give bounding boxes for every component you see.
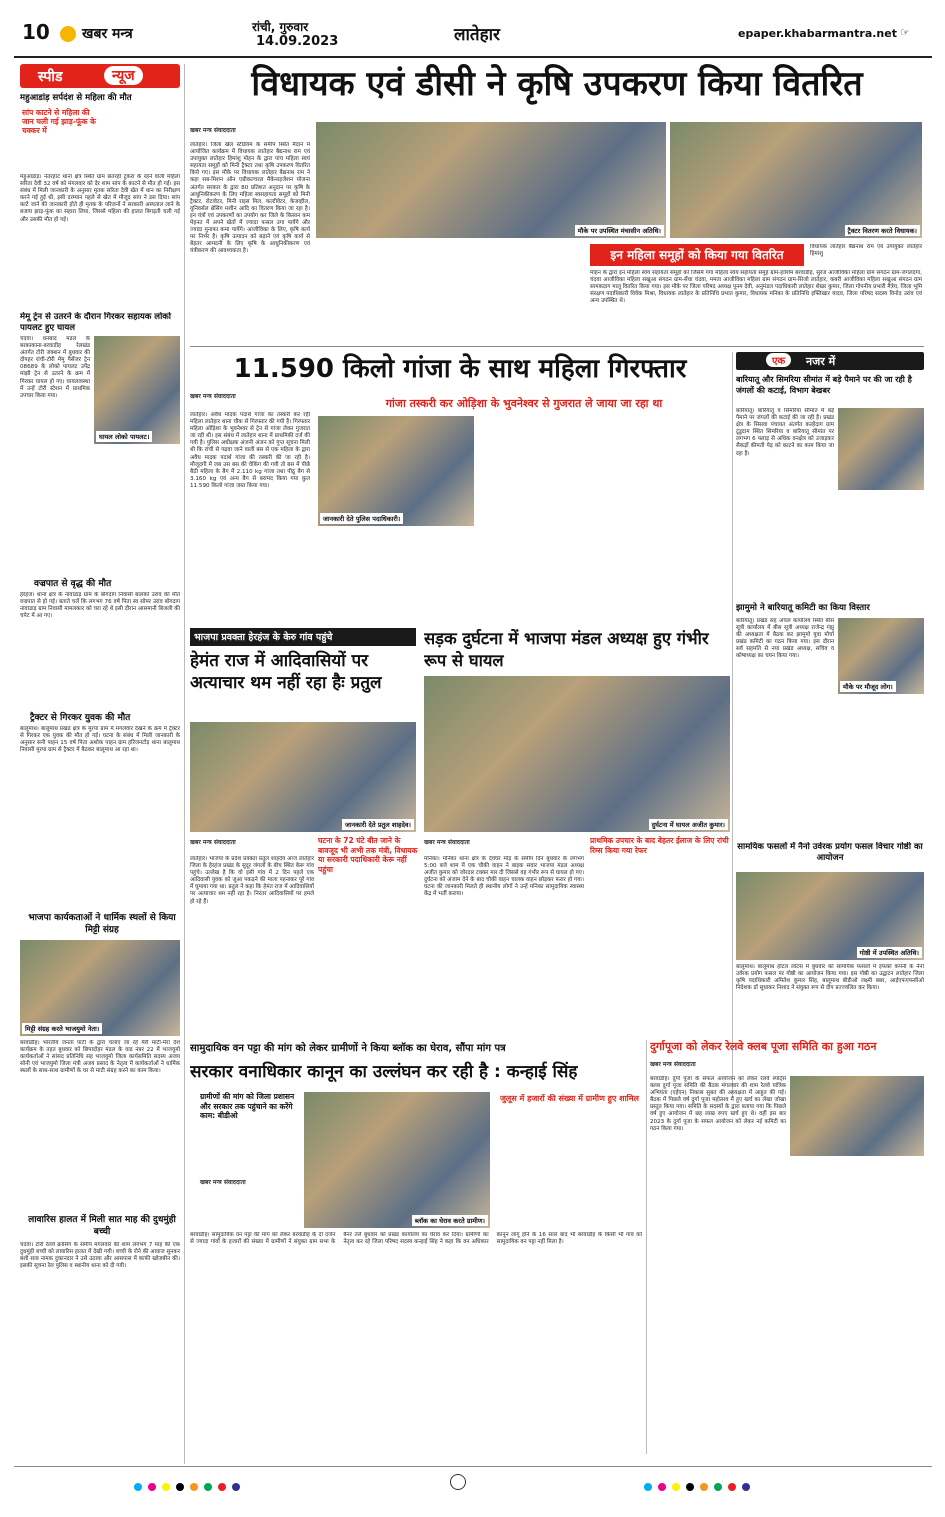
lead-headline: विधायक एवं डीसी ने कृषि उपकरण किया वितरित	[251, 64, 863, 104]
speed-headline-6: लावारिस हालत में मिली सात माह की दुधमुंही बच्ची	[28, 1215, 176, 1237]
speed-photo-2	[94, 336, 180, 444]
lead-byline: खबर मन्त्र संवाददाता	[190, 127, 236, 134]
color-swatch-icon	[218, 1483, 226, 1491]
nazar-photo-1	[838, 408, 924, 490]
lead-photo-right-caption: ट्रैक्टर वितरण करते विधायक।	[845, 225, 920, 236]
header-rule	[14, 56, 932, 58]
color-swatch-icon	[742, 1483, 750, 1491]
color-swatch-icon	[204, 1483, 212, 1491]
accident-pullquote: प्राथमिक उपचार के बाद बेहतर ईलाज के लिए रांची रिम्स किया गया रेफर	[590, 836, 729, 855]
nazar-tag	[736, 352, 924, 370]
speed-headline-3: वज्रपात से वृद्ध की मौत	[34, 579, 112, 589]
nazar-headline-2: झामुमो ने बारियातू कमिटी का किया विस्तार	[736, 603, 870, 613]
section-title: लातेहार	[454, 25, 501, 45]
color-swatch-icon	[162, 1483, 170, 1491]
speed-photo-2-caption: घायल लोको पायलट।	[96, 431, 152, 442]
accident-byline: खबर मन्त्र संवाददाता	[424, 839, 470, 846]
ganja-photo	[318, 416, 474, 526]
color-swatch-icon	[686, 1483, 694, 1491]
nazar-tag-a: एक	[766, 353, 791, 367]
vanpatta-side-a: ग्रामीणों की मांग को जिला प्रशासन और सरकार तक पहुंचाने का करेंगे काम: बीडीओ	[200, 1092, 295, 1120]
speed-body-4: बालूमाथ। बालूमाथ प्रखंड क्षेत्र के मुरपा ग्राम में मंगलवार देखने के क्रम में ट्रैक्टर से गिरकर एक युवक की मौत हो गई। घटना के संबंध में मिली जानकारी के अनुसार सनी पाहन 15 वर्ष पिता अशोक पाहन ग्राम हरिजनटोड़ थाना बालूमाथ निवासी मुरपा ग्राम से ट्रैक्टर में बैठकर बालूमाथ आ रहा था।	[20, 726, 180, 754]
column-divider	[184, 64, 185, 1464]
speed-pullquote-1: सांप काटने से महिला की जान चली गई झाड़-फूंक के चक्कर में	[22, 108, 96, 135]
vanpatta-banner: सामुदायिक वन पट्टा की मांग को लेकर ग्रामीणों ने किया ब्लॉक का घेराव, सौंपा मांग पत्र	[190, 1043, 506, 1054]
website-url[interactable]: epaper.khabarmantra.net	[738, 27, 897, 40]
bjp-headline: हेमंत राज में आदिवासियों पर अत्याचार थम नहीं रहा हैः प्रतुल	[190, 651, 382, 693]
cursor-hand-icon: ☞	[900, 26, 910, 39]
nazar-body-2b	[736, 698, 924, 836]
color-swatch-icon	[644, 1483, 652, 1491]
vanpatta-photo	[304, 1092, 490, 1228]
nazar-photo-3	[736, 872, 924, 960]
speed-body-2: चंदवा। धनबाद मंडल के बरकाकाना-बरवाडीह रेलखंड अंतर्गत टोरी जंक्शन में बुधवार की दोपहर रांची-टोरी मेमू पैसेंजर ट्रेन 08689 के लोको पायलट उपेंद्र मांझी ट्रेन से उतरने के क्रम में गिरकर घायल हो गए। घायलावस्था में उन्हें टोरी स्टेशन में प्राथमिक उपचार किया गया।	[20, 336, 90, 399]
lead-rule	[190, 346, 924, 347]
lead-side-note: विधायक लातेहार बैद्यनाथ राम एवं उपायुक्त लातेहार हिमांशु	[810, 244, 922, 258]
ganja-body-2	[478, 416, 730, 526]
color-bar-left	[134, 1476, 246, 1495]
bjp-body-2	[318, 904, 418, 1036]
lead-subbox	[590, 244, 922, 344]
color-swatch-icon	[700, 1483, 708, 1491]
nazar-body-1b	[736, 492, 924, 596]
nazar-body-3: बालूमाथ। बालूमाथ होटल लोटस में बुधवार को सामयिक फसलों में इफको कंपनी के नैनो उर्वरक प्रयोग फसल पर गोष्ठी का आयोजन किया गया। इस गोष्ठी का उद्घाटन लातेहार जिला कृषि पदाधिकारी अमितेश कुमार सिंह, बालूमाथ बीडीओ लक्ष्मी बबर, आईएफएफसीओ निदेशक डॉ सुधाकर निशाद ने संयुक्त रूप से दीप प्रज्ज्वलित कर किया।	[736, 964, 924, 992]
brand-name: खबर मन्त्र	[82, 26, 133, 42]
color-swatch-icon	[672, 1483, 680, 1491]
ganja-body: लातेहार। अवैध मादक पदार्थ गांजा का तस्करी कर रही महिला लातेहार थाना चौक से गिरफ्तार की गयी है। गिरफ्तार महिला ओड़िशा के भुवनेश्वर से ट्रेन से गांजा लेकर गुजरात जा रही थी। इस संबंध में लातेहार थाना में प्राथमिकी दर्ज की गयी है। पुलिस अधीक्षक अंजनी अंजन को गुप्त सूचना मिली थी कि रांची से गढ़वा जाने वाली बस से एक महिला के द्वारा अवैध मादक पदार्थ गांजा की तस्करी की जा रही है। मौजूदगी में जब उस बस की चेकिंग की गयी तो बस में पीछे बैठी महिला के बैग में 2.110 kg गांजा तथा पीठू बैग से 3.160 kg एवं अन्य बैग से बरामद किया गया कुल 11.590 किलो गांजा जब्त किया गया।	[190, 412, 310, 489]
bjp-body: लातेहार। भाजपा के प्रदेश प्रवक्ता प्रतुल शाहदेव आज लातेहार जिला के हेरहंज प्रखंड के सुदूर जंगलों के बीच स्थित केरू गांव पहुंचे। उल्लेख है कि वो इसी गांव में 2 दिन पहले एक आदिवासी युवक को जुआ पकड़ने की माला पहनाकर पूरे गांव में घुमाया गया था। प्रतुल ने कहा कि हेमंत राज में आदिवासियों पर अत्याचार थम नहीं रहा है। निरंतर आदिवासियों पर हमले हो रहे हैं।	[190, 856, 314, 905]
vanpatta-side-b: जुलूस में हजारों की संख्या में ग्रामीण हुए शामिल	[500, 1094, 639, 1103]
speed-body-6: चंदवा। टोरी रेलवे क्रासिंग के समीप मंगलवार की शाम लगभग 7 माह की एक दुधमुंही बच्ची को लावारिस हालत में देखी गयी। बच्ची के रोने की आवाज सुनकर बंशी साव नामक दुकानदार ने उसे उठाया और आसपास में काफी खोजबीन की। इसकी सूचना रेल पुलिस व स्थानीय थाना को दी गयी।	[20, 1242, 180, 1270]
lead-photo-left	[316, 122, 666, 238]
durgapuja-byline: खबर मन्त्र संवाददाता	[650, 1061, 696, 1068]
accident-photo	[424, 676, 730, 832]
accident-body: मनिका। मनिका थाना क्षेत्र के देवघर मोड़ के समीप दिन बुधवार के लगभग 5:00 बजे शाम में एक चौकी वाहन ने बाइक सवार भाजपा मंडल अध्यक्ष अजीत कुमार को जोरदार टक्कर मार दी जिससे वह गंभीर रूप से घायल हो गए। दुर्घटना को अंजाम देने के बाद चौकी वाहन चालक वाहन छोड़कर फरार हो गया। घटना की जानकारी मिलते ही स्थानीय लोगों ने उन्हें मनिका सामुदायिक स्वास्थ्य केंद्र में भर्ती कराया।	[424, 856, 584, 898]
speed-news-tag	[20, 64, 180, 88]
speed-body-3: हेरहंज। थाना क्षेत्र के नावाडाड़ ग्राम के बोगदाग निवासी बालको उरांव की मौत वज्रपात से हो गई। बताते चलें कि लगभग 76 वर्ष पिता स्व सोमर उरांव बोगदाग नावाडाड़ ग्राम निवासी मामलकार को चरा रहे थे इसी दौरान आसमानी बिजली की चपेट में आ गए।	[20, 592, 180, 620]
vanpatta-photo-caption: ब्लॉक का घेराव करते ग्रामीण।	[412, 1215, 488, 1226]
ganja-byline: खबर मन्त्र संवाददाता	[190, 393, 236, 400]
accident-body-2	[590, 874, 730, 1036]
color-swatch-icon	[658, 1483, 666, 1491]
ganja-photo-caption: जानकारी देते पुलिस पदाधिकारी।	[320, 513, 403, 524]
color-swatch-icon	[232, 1483, 240, 1491]
news-tag-label: न्यूज	[104, 66, 143, 85]
page-number: 10	[22, 20, 50, 44]
lead-subbox-headline: इन महिला समूहों को किया गया वितरित	[590, 244, 804, 266]
speed-body-5: बरवाडीह। भारतीय जनता पार्टी के द्वारा चलाए जा रहे मेरी माटी-मेरा देश कार्यक्रम के तहत बुधवार को छिपादोहर मंडल के वाड नंबर 22 में भाजयुमो कार्यकर्ताओं ने सांसद प्रतिनिधि सह भाजयुमो जिला कार्यसमिति सदस्य अजय सोनी एवं भाजयुमो जिला मंत्री अजय प्रसाद के नेतृत्व में कार्यकर्ताओं ने धार्मिक स्थलों के साथ-साथ ग्रामीणों के घर से माटी संग्रह करने का काम किया।	[20, 1040, 180, 1075]
vanpatta-byline: खबर मन्त्र संवाददाता	[200, 1179, 246, 1186]
header-city-day: रांची, गुरुवार	[252, 20, 309, 34]
ganja-body-3	[318, 530, 730, 622]
footer	[14, 1466, 932, 1506]
nazar-body-1: बारियातू। बारियातू व सिमरिया सीमांत में बड़े पैमाने पर जंगलों की कटाई की जा रही है। प्रखंड क्षेत्र के सिसवा पंचायत अंतर्गत कल्हेदाग ग्राम टूंडुदाम स्थित सिमरिया व बारियातू सीमांत पर लगभग 6 फ्लाड़ से अधिक वनक्षेत्र को उजाड़कर सैकड़ों कीमती पेड़ को काटने का काम किया जा रहा है।	[736, 408, 834, 457]
nazar-photo-2-caption: मौके पर मौजूद लोग।	[840, 681, 896, 692]
header-date: 14.09.2023	[256, 34, 339, 49]
ganja-subhead: गांजा तस्करी कर ओड़िशा के भुवनेश्वर से गुजरात ले जाया जा रहा था	[385, 397, 663, 410]
ganja-headline: 11.590 किलो गांजा के साथ महिला गिरफ्तार	[233, 354, 687, 384]
speed-headline-2: मेमू ट्रेन से उतरने के दौरान गिरकर सहायक लोको पायलट हुए घायल	[20, 312, 172, 333]
speed-photo-5	[20, 940, 180, 1036]
speed-body-2b	[20, 448, 180, 542]
durgapuja-divider	[646, 1040, 647, 1454]
speed-tag-label: स्पीड	[38, 69, 63, 85]
nazar-photo-3-caption: गोष्ठी में उपस्थित अतिथि।	[857, 947, 922, 958]
vanpatta-body: बरवाडीह। सामुदायिक वन पट्टा की मांग को लेकर बरवाडीह के दो दर्जन से ज्यादा गांवों के हजारों की संख्या में ग्रामीणों ने संयुक्त ग्राम सभा के बैनर तले बुधवार को प्रखंड कार्यालय का घेराव कर दिया। ग्रामीणों का नेतृत्व कर रहे जिला परिषद सदस्य कन्हाई सिंह ने कहा कि वन अधिकार कानून लागू होने के 16 साल बाद भी बरवाडीह के किसी भी गांव को सामुदायिक वन पट्टा नहीं मिला है।	[190, 1232, 642, 1246]
speed-body-1: महुआडांड़। नेतरहाट थाना क्षेत्र स्थित ग्राम छतरही टुकरा के रहने वाली महिला सरिता देवी 32 वर्ष को मंगलवार को देर शाम सांप के काटने से मौत हो गई। इस संबंध में मिली जानकारी के अनुसार मृतक सरिता देवी खेत में धान का निरीक्षण करने गई हुई थी, इसी दरम्यान पहले से खेत में मौजूद सांप ने डस दिया। सांप काटे जाने की जानकारी होते ही मृतक के परिजनों ने सरकारी अस्पताल लाने के बजाय झाड़-फूंक का सहारा लिया, जिससे महिला की हालत बिगड़ती चली गई और उसकी मौत हो गई।	[20, 174, 180, 223]
speed-news-column	[20, 64, 180, 1464]
lead-photo-left-caption: मौके पर उपस्थित मंचासीन अतिथि।	[575, 225, 664, 236]
vanpatta-headline: सरकार वनाधिकार कानून का उल्लंघन कर रही है : कन्हाई सिंह	[190, 1062, 578, 1082]
nazar-photo-2	[838, 618, 924, 694]
bjp-kicker: भाजपा प्रवक्ता हेरहंज के केरु गांव पहुंचे	[194, 632, 333, 643]
page-header	[14, 12, 932, 62]
accident-photo-caption: दुर्घटना में घायल अजीत कुमार।	[649, 819, 728, 830]
color-bar-right	[644, 1476, 756, 1495]
bjp-photo	[190, 722, 416, 832]
vanpatta-body-right	[500, 1128, 640, 1228]
durgapuja-photo	[790, 1076, 924, 1156]
bjp-photo-caption: जानकारी देते प्रतुल शाहदेव।	[342, 819, 414, 830]
speed-headline-5: भाजपा कार्यकताओं ने धार्मिक स्थलों से किया मिट्टी संग्रह	[28, 913, 176, 935]
nazar-column	[736, 352, 924, 1098]
footer-rule	[14, 1466, 932, 1467]
nazar-headline-1: बारियातू और सिमरिया सीमांत में बड़े पैमाने पर की जा रही है जंगलों की कटाई, विभाग बेखबर	[736, 375, 912, 395]
lead-body-cont	[316, 242, 586, 342]
nazar-divider	[732, 352, 733, 1098]
bjp-byline: खबर मन्त्र संवाददाता	[190, 839, 236, 846]
nazar-headline-3: सामयिक फसलों में नैनो उर्वरक प्रयोग फसल विचार गोष्ठी का आयोजन	[737, 842, 923, 863]
brand-logo-icon	[60, 26, 76, 42]
color-swatch-icon	[714, 1483, 722, 1491]
speed-headline-4: ट्रैक्टर से गिरकर युवक की मौत	[30, 713, 131, 723]
color-swatch-icon	[134, 1483, 142, 1491]
lead-body: लातेहार। जिला खेल स्टेडियम के समीप स्थित मैदान में आयोजित कार्यक्रम में विधायक लातेहार बैद्यनाथ राम एवं उपायुक्त लातेहार हिमांशु मोहन के द्वारा पांच महिला स्वयं सहायता समूहों को मिनी ट्रैक्टर तथा कृषि उपकरण वितरित किये गए। इस मौके पर विधायक लातेहार बैद्यनाथ राम ने कहा सब-मिशन ऑन एग्रीकल्चरल मैकेनाइजेशन योजना अंतर्गत सरकार के द्वारा 80 प्रतिशत अनुदान पर कृषि के आधुनिकीकरण के लिए महिला स्वसहायता समूहों को मिनी ट्रैक्टर, रोटावेटर, मिनी राइस मिल, कल्टीवेटर, केजव्हील, यूनिवर्सल थ्रेसिंग मशीन आदि का वितरण किया जा रहा है। इन यंत्रों एवं उपकरणों का उपयोग कर जिले के किसान कम मेहनत में अपने खेतों में ज्यादा फसल उगा पायेंगे और ज्यादा मुनाफा कमा पायेंगे। आजीविका के लिए, कृषि कार्य पर निर्भर है। कृषि उत्पादन को बढ़ाने एवं कृषि कार्य से बेहतर आमदनी के लिए कृषि के आधुनिकीकरण एवं यंत्रीकरण की आवश्यकता है।	[190, 142, 310, 255]
bjp-pullquote: घटना के 72 घंटे बीत जाने के बावजूद भी अभी तक मंत्री, विधायक या सरकारी पदाधिकारी केरू नहीं पहुंचा	[318, 836, 418, 874]
lead-subbox-body: मोहन के द्वारा इन महिला स्वयं सहायता समूहों को जिसमें गंगा महिला स्वयं सहायता समूह ग्राम-हाशिम बरवाडीह, सुरज आजीविका महिला ग्राम संगठन ग्राम-जगलदगा, चंदवा आजीविका महिला सखुआ संगठन ग्राम-सेंधा चंदवा, ममता आजीविका महिला ग्राम संगठन ग्राम-सिजो लातेहार, कबरी आजीविका महिला सखुआ संगठन ग्राम सामकदाग मालू वितरित किया गया। इस मौके पर जिला परिषद अध्यक्ष पूनम देवी, अनुमंडल पदाधिकारी लातेहार शेखर कुमार, जिला गोपनीय प्रभारी मैत्रेय, जिला भूमि संरक्षण पदाधिकारी विवेक मिश्रा, विधायक लातेहार के प्रतिनिधि प्रभात कुमार, विधायक मनिका के प्रतिनिधि इफ्तिखार यादव, जिला परिषद सदस्य विनोद उरांव एवं अन्य उपस्थित थे।	[590, 270, 922, 305]
color-swatch-icon	[190, 1483, 198, 1491]
nazar-tag-b: नजर में	[806, 355, 836, 368]
color-swatch-icon	[148, 1483, 156, 1491]
registration-mark-icon	[450, 1474, 466, 1490]
color-swatch-icon	[176, 1483, 184, 1491]
speed-headline-1: महुआडांड़ सर्पदंश से महिला की मौत	[20, 93, 132, 103]
durgapuja-body-2	[790, 1160, 924, 1454]
speed-photo-5-caption: मिट्टी संग्रह करते भाजयुमो नेता।	[22, 1023, 102, 1034]
nazar-body-2: बारियातू। प्रखंड सह अंचल कार्यालय स्थित बीस सूत्री कार्यालय में बीस सूत्री अध्यक्ष राजेन्द्र गंझू की अध्यक्षता में बैठक कर झामुमो युवा मोर्चा प्रखंड कमिटी का गठन किया गया। इस दौरान सर्व सहमति से नया प्रखंड अध्यक्ष, सचिव व कोषाध्यक्ष का चयन किया गया।	[736, 618, 834, 660]
durgapuja-headline: दुर्गापूजा को लेकर रेलवे क्लब पूजा समिति का हुआ गठन	[650, 1040, 877, 1053]
lead-photo-right	[670, 122, 922, 238]
bjp-kicker-box	[190, 628, 416, 646]
durgapuja-body: बरवाडीह। दुर्गा पूजा के सफल आयोजन को लेकर रेलवे स्पोर्ट्स क्लब दुर्गा पूजा समिति की बैठक मंगलवार की शाम रेलवे यांत्रिक अभियंता (एईएन) निकास सुबत की अध्यक्षता में आहुत की गई। बैठक में पिछले वर्ष दुर्गा पूजा महोत्सव में हुए खर्च का लेखा जोखा प्रस्तुत किया गया। समिति के सदस्यों के द्वारा बताया गया कि पिछले वर्ष हुए आयोजन में छह लाख रुपए खर्च हुए थे। वहीं इस बार 2023 के दुर्गा पूजा के सफल आयोजन को लेकर नई कमिटी का गठन किया गया।	[650, 1076, 786, 1132]
color-swatch-icon	[728, 1483, 736, 1491]
accident-headline: सड़क दुर्घटना में भाजपा मंडल अध्यक्ष हुए गंभीर रूप से घायल	[424, 629, 709, 670]
